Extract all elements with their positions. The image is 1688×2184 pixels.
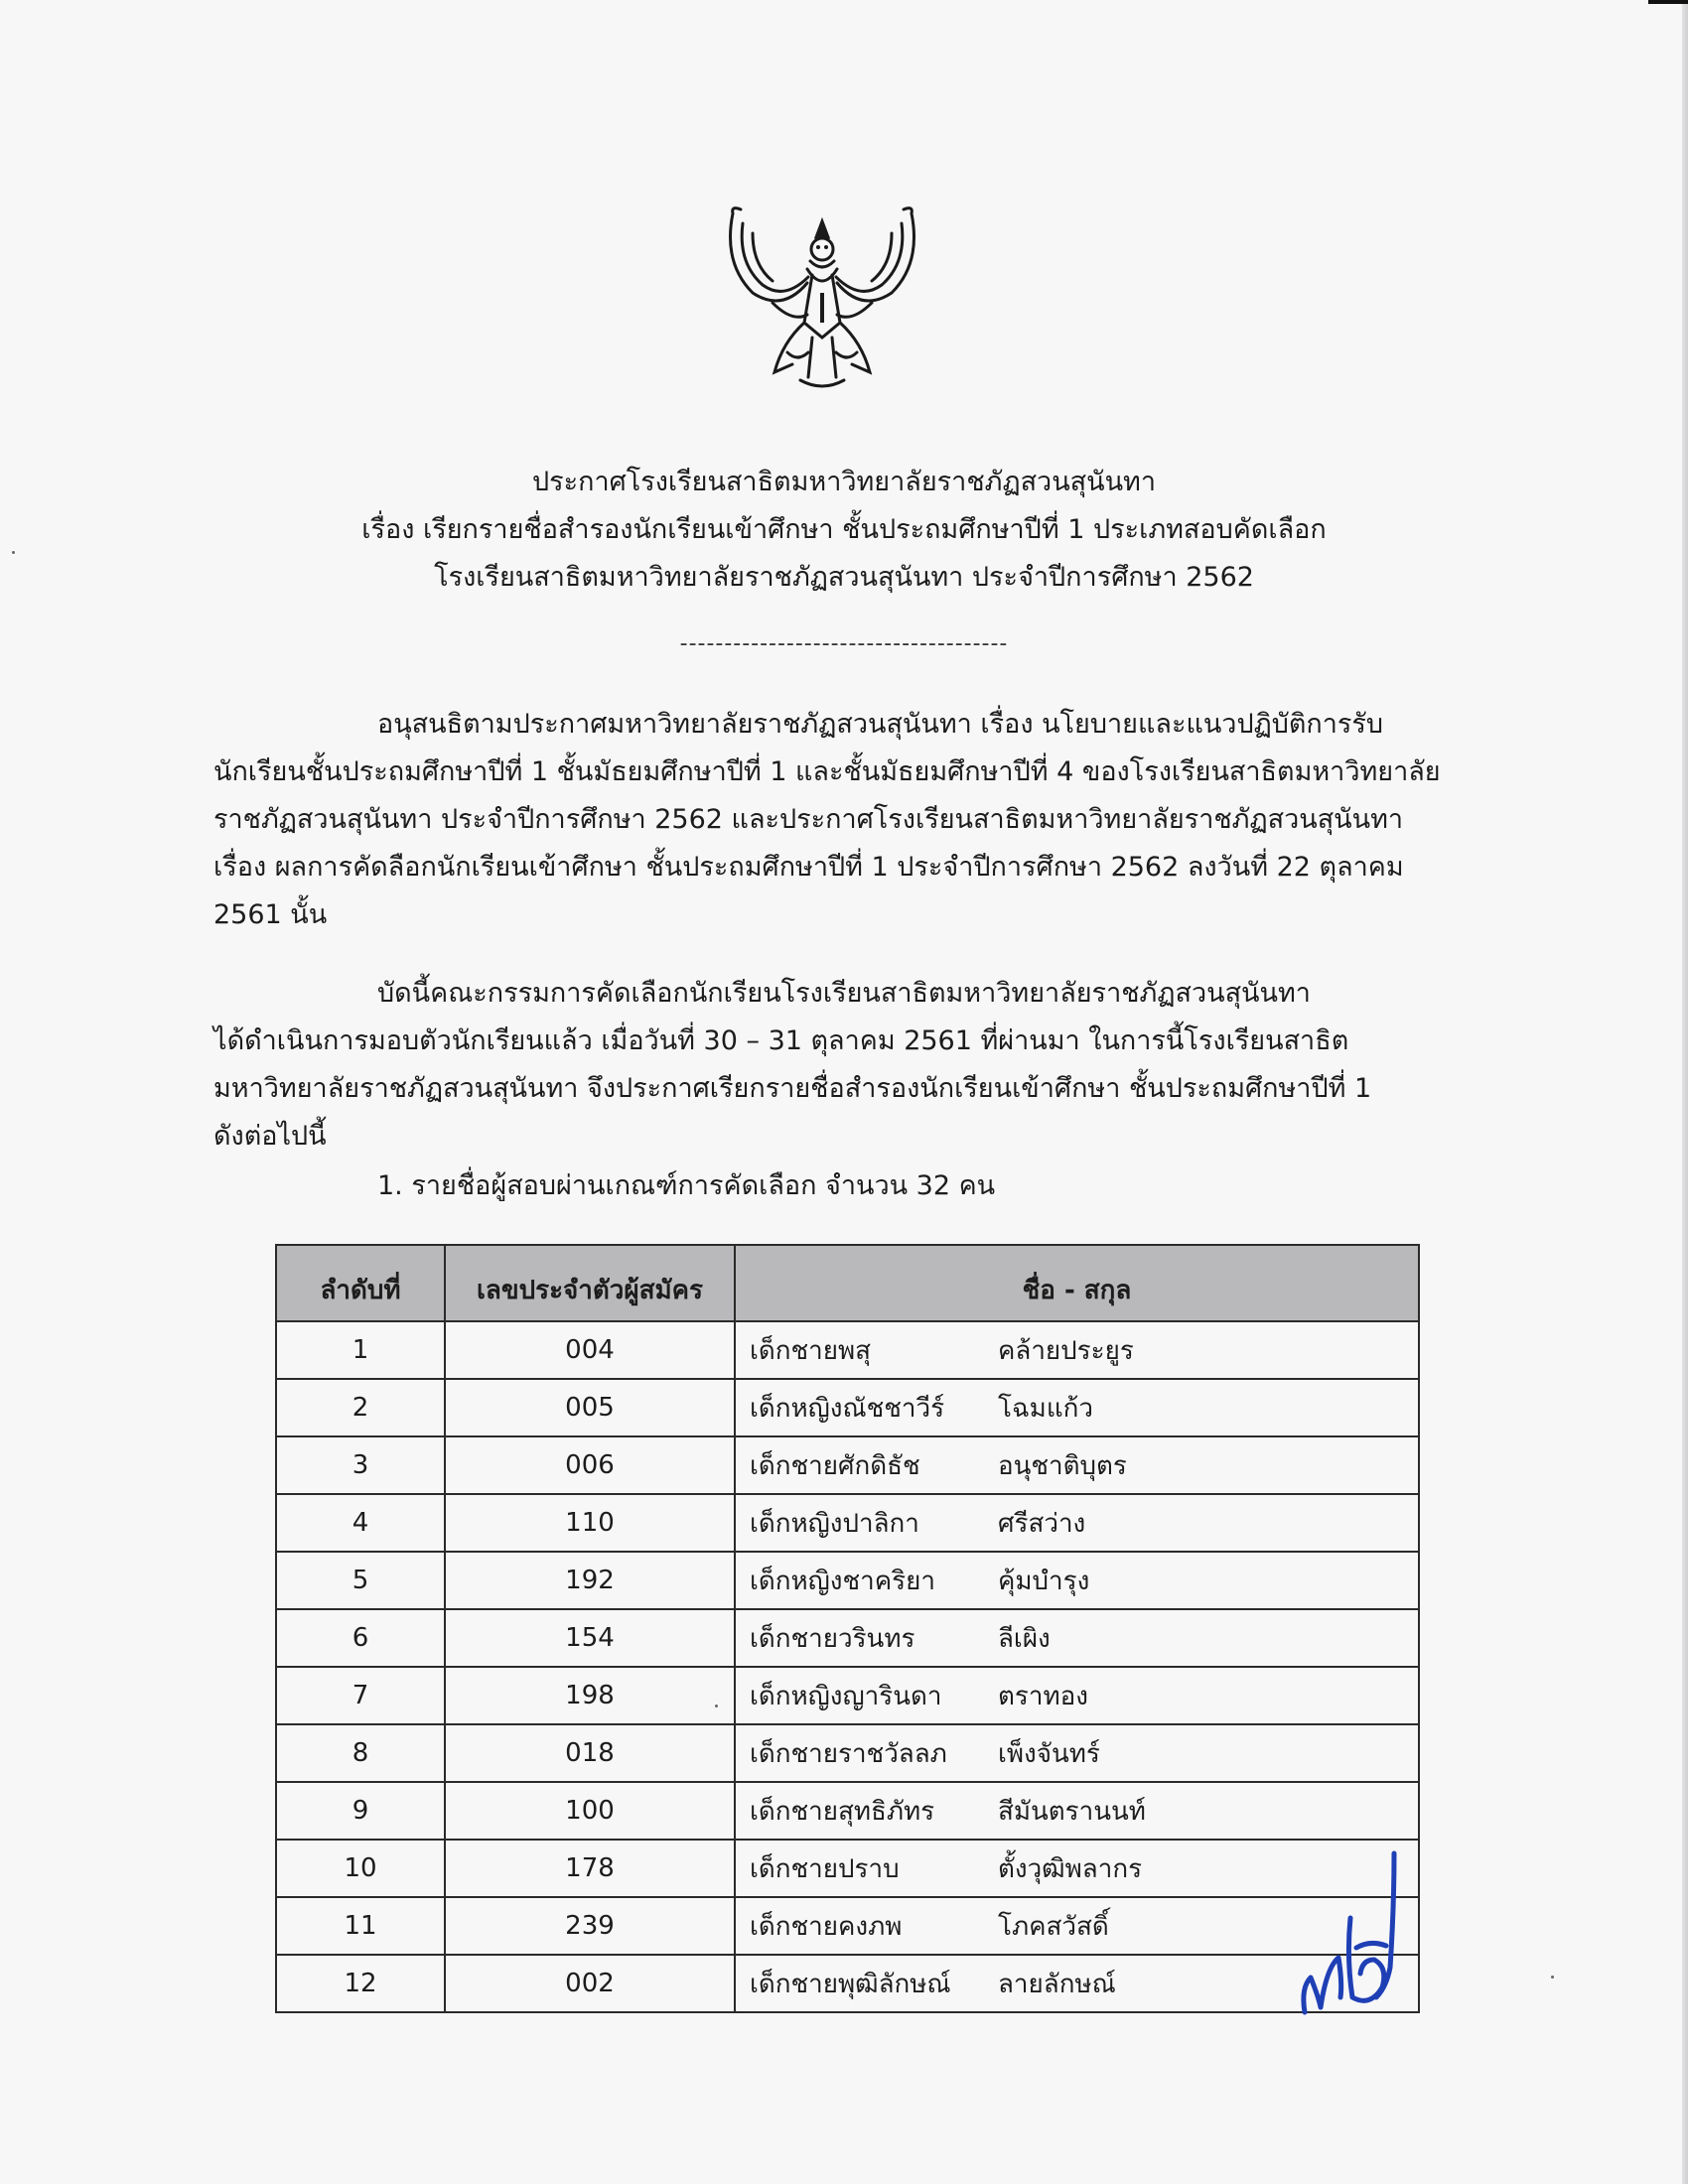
cell-order: 12 [276, 1955, 445, 2012]
first-name: เด็กชายคงภพ [750, 1911, 903, 1942]
table-row [276, 1840, 1419, 1897]
last-name: ตั้งวุฒิพลากร [998, 1853, 1143, 1884]
first-name: เด็กหญิงญารินดา [750, 1681, 942, 1711]
paragraph-line: 2561 นั้น [213, 899, 328, 930]
scan-speck [1551, 1976, 1554, 1979]
cell-full-name [735, 1552, 1419, 1609]
table-body [276, 1321, 1419, 2012]
cell-applicant-id: 006 [445, 1436, 735, 1494]
table-row [276, 1552, 1419, 1609]
cell-order: 2 [276, 1379, 445, 1436]
cell-applicant-id: 154 [445, 1609, 735, 1667]
cell-applicant-id: 110 [445, 1494, 735, 1552]
table-row [276, 1436, 1419, 1494]
table-row [276, 1494, 1419, 1552]
table-row [276, 1897, 1419, 1955]
first-name: เด็กชายราชวัลลภ [750, 1738, 947, 1769]
paragraph-line: ราชภัฏสวนสุนันทา ประจำปีการศึกษา 2562 และประกาศโรงเรียนสาธิตมหาวิทยาลัยราชภัฏสวนสุนันทา [213, 804, 1404, 835]
announcement-header [0, 459, 1688, 602]
paragraph-line: เรื่อง ผลการคัดลือกนักเรียนเข้าศึกษา ชั้นประถมศึกษาปีที่ 1 ประจำปีการศึกษา 2562 ลงวันที่ 22 ตุลาคม [213, 852, 1404, 883]
cell-order: 7 [276, 1667, 445, 1724]
cell-applicant-id: 192 [445, 1552, 735, 1609]
cell-applicant-id: 004 [445, 1321, 735, 1379]
cell-applicant-id: 100 [445, 1782, 735, 1840]
last-name: เพ็งจันทร์ [998, 1738, 1100, 1769]
header-subject: เรื่อง เรียกรายชื่อสำรองนักเรียนเข้าศึกษา ชั้นประถมศึกษาปีที่ 1 ประเภทสอบคัดเลือก [361, 514, 1327, 545]
scan-page-edge [1682, 0, 1688, 2184]
last-name: สีมันตรานนท์ [998, 1796, 1146, 1827]
cell-order: 8 [276, 1724, 445, 1782]
first-name: เด็กหญิงปาลิกา [750, 1508, 919, 1539]
first-name: เด็กชายวรินทร [750, 1623, 915, 1654]
paragraph-reference [213, 701, 1441, 939]
paragraph-line: บัดนี้คณะกรรมการคัดเลือกนักเรียนโรงเรียนสาธิตมหาวิทยาลัยราชภัฏสวนสุนันทา [377, 978, 1311, 1009]
cell-order: 9 [276, 1782, 445, 1840]
column-header-applicant-id: เลขประจำตัวผู้สมัคร [445, 1245, 735, 1321]
cell-applicant-id: 198 [445, 1667, 735, 1724]
scan-corner-mark [1648, 0, 1688, 4]
cell-full-name [735, 1667, 1419, 1724]
last-name: โฉมแก้ว [998, 1393, 1093, 1424]
cell-order: 1 [276, 1321, 445, 1379]
first-name: เด็กชายพสุ [750, 1335, 872, 1366]
header-school-year: โรงเรียนสาธิตมหาวิทยาลัยราชภัฏสวนสุนันทา ประจำปีการศึกษา 2562 [434, 562, 1254, 593]
results-table [275, 1244, 1420, 2013]
cell-full-name [735, 1436, 1419, 1494]
cell-order: 11 [276, 1897, 445, 1955]
column-header-order: ลำดับที่ [276, 1245, 445, 1321]
table-row [276, 1955, 1419, 2012]
table-header-row [276, 1245, 1419, 1321]
first-name: เด็กหญิงชาคริยา [750, 1566, 935, 1596]
scan-speck [12, 551, 15, 554]
cell-applicant-id: 178 [445, 1840, 735, 1897]
list-item-passed-criteria: 1. รายชื่อผู้สอบผ่านเกณฑ์การคัดเลือก จำนวน 32 คน [377, 1170, 996, 1201]
cell-order: 3 [276, 1436, 445, 1494]
paragraph-line: อนุสนธิตามประกาศมหาวิทยาลัยราชภัฏสวนสุนันทา เรื่อง นโยบายและแนวปฏิบัติการรับ [377, 709, 1384, 740]
cell-full-name [735, 1321, 1419, 1379]
table-row [276, 1724, 1419, 1782]
cell-full-name [735, 1782, 1419, 1840]
last-name: ศรีสว่าง [998, 1508, 1086, 1539]
paragraph-line: นักเรียนชั้นประถมศึกษาปีที่ 1 ชั้นมัธยมศึกษาปีที่ 1 และชั้นมัธยมศึกษาปีที่ 4 ของโรงเรียนสาธิตมหาวิทยาลัย [213, 756, 1441, 787]
cell-order: 6 [276, 1609, 445, 1667]
first-name: เด็กชายพุฒิลักษณ์ [750, 1969, 951, 1999]
cell-order: 10 [276, 1840, 445, 1897]
cell-full-name [735, 1724, 1419, 1782]
first-name: เด็กชายศักดิธัช [750, 1450, 920, 1481]
paragraph-line: ได้ดำเนินการมอบตัวนักเรียนแล้ว เมื่อวันที่ 30 – 31 ตุลาคม 2561 ที่ผ่านมา ในการนี้โรงเรียนสาธิต [213, 1025, 1349, 1056]
scan-speck [715, 1705, 718, 1707]
cell-applicant-id: 239 [445, 1897, 735, 1955]
cell-applicant-id: 002 [445, 1955, 735, 2012]
column-header-full-name: ชื่อ - สกุล [735, 1245, 1419, 1321]
paragraph-announcement [213, 970, 1430, 1160]
table-row [276, 1379, 1419, 1436]
header-divider: ------------------------------------- [679, 631, 1009, 656]
last-name: คล้ายประยูร [998, 1335, 1134, 1366]
table-row [276, 1609, 1419, 1667]
last-name: ลีเผิง [998, 1623, 1051, 1654]
first-name: เด็กชายสุทธิภัทร [750, 1796, 935, 1827]
cell-order: 5 [276, 1552, 445, 1609]
paragraph-line: ดังต่อไปนี้ [213, 1121, 327, 1152]
last-name: ลายลักษณ์ [998, 1969, 1116, 1999]
cell-full-name [735, 1494, 1419, 1552]
cell-full-name [735, 1379, 1419, 1436]
header-title: ประกาศโรงเรียนสาธิตมหาวิทยาลัยราชภัฏสวนสุนันทา [531, 467, 1157, 497]
garuda-emblem-icon [713, 204, 931, 402]
handwritten-signature [1291, 1848, 1410, 2022]
last-name: โภคสวัสดิ์ [998, 1911, 1109, 1942]
paragraph-line: มหาวิทยาลัยราชภัฏสวนสุนันทา จึงประกาศเรียกรายชื่อสำรองนักเรียนเข้าศึกษา ชั้นประถมศึกษาปีที่ 1 [213, 1073, 1372, 1104]
cell-order: 4 [276, 1494, 445, 1552]
last-name: อนุชาติบุตร [998, 1450, 1127, 1481]
table-row [276, 1782, 1419, 1840]
cell-applicant-id: 018 [445, 1724, 735, 1782]
first-name: เด็กชายปราบ [750, 1853, 900, 1884]
cell-applicant-id: 005 [445, 1379, 735, 1436]
last-name: ตราทอง [998, 1681, 1088, 1711]
table-row [276, 1667, 1419, 1724]
table-row [276, 1321, 1419, 1379]
last-name: คุ้มบำรุง [998, 1566, 1090, 1596]
first-name: เด็กหญิงณัชชาวีร์ [750, 1393, 945, 1424]
cell-full-name [735, 1609, 1419, 1667]
